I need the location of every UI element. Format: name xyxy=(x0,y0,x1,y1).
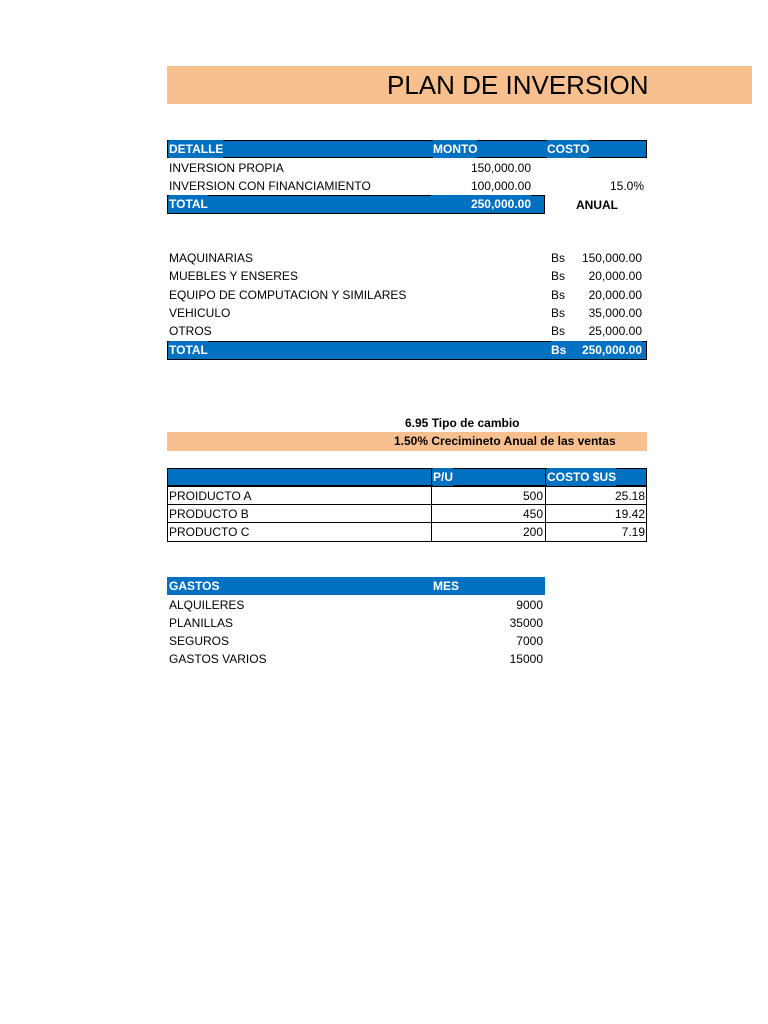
financing-total-note: ANUAL xyxy=(576,198,618,212)
expense-name: GASTOS VARIOS xyxy=(169,652,267,666)
exchange-rate: 6.95 Tipo de cambio xyxy=(405,416,520,430)
financing-header-detalle: DETALLE xyxy=(169,142,224,156)
financing-header-monto: MONTO xyxy=(433,142,478,156)
asset-row-currency: Bs xyxy=(551,288,566,302)
asset-row-currency: Bs xyxy=(551,324,566,338)
expense-name: ALQUILERES xyxy=(169,598,245,612)
products-header-cost: COSTO $US xyxy=(547,470,617,484)
expense-month: 7000 xyxy=(516,634,543,648)
expense-month: 35000 xyxy=(509,616,543,630)
page-title: PLAN DE INVERSION xyxy=(387,70,649,100)
financing-row-monto: 100,000.00 xyxy=(470,179,531,193)
product-name: PRODUCTO B xyxy=(169,507,249,521)
asset-row-currency: Bs xyxy=(551,251,566,265)
financing-total-label: TOTAL xyxy=(169,197,208,211)
expense-name: SEGUROS xyxy=(169,634,230,648)
assets-total-amount: 250,000.00 xyxy=(566,341,642,359)
products-col-divider xyxy=(431,486,432,542)
product-cost: 7.19 xyxy=(621,525,645,539)
asset-row-label: VEHICULO xyxy=(169,306,231,320)
product-cost: 25.18 xyxy=(614,489,645,503)
assets-total-currency: Bs xyxy=(551,343,567,357)
asset-row-amount: 150,000.00 xyxy=(581,251,642,265)
product-pu: 500 xyxy=(522,489,543,503)
assets-total-label: TOTAL xyxy=(169,343,208,357)
asset-row-label: MAQUINARIAS xyxy=(169,251,254,265)
financing-row-costo: 15.0% xyxy=(609,179,644,193)
financing-row-label: INVERSION CON FINANCIAMIENTO xyxy=(169,179,371,193)
asset-row-currency: Bs xyxy=(551,269,566,283)
asset-row-amount: 35,000.00 xyxy=(588,306,642,320)
product-pu: 200 xyxy=(522,525,543,539)
asset-row-currency: Bs xyxy=(551,306,566,320)
financing-total-monto: 250,000.00 xyxy=(431,195,531,213)
asset-row-label: OTROS xyxy=(169,324,212,338)
asset-row-amount: 20,000.00 xyxy=(588,288,642,302)
expense-month: 15000 xyxy=(509,652,543,666)
product-name: PROIDUCTO A xyxy=(169,489,252,503)
products-header-divider xyxy=(545,468,546,486)
asset-row-amount: 25,000.00 xyxy=(588,324,642,338)
asset-row-amount: 20,000.00 xyxy=(588,269,642,283)
title-banner xyxy=(167,66,752,104)
products-header-pu: P/U xyxy=(433,470,454,484)
products-header-divider xyxy=(431,468,432,486)
financing-row-label: INVERSION PROPIA xyxy=(169,161,284,175)
product-cost: 19.42 xyxy=(614,507,645,521)
expense-month: 9000 xyxy=(516,598,543,612)
sales-growth: 1.50% Crecimineto Anual de las ventas xyxy=(394,434,616,448)
asset-row-label: MUEBLES Y ENSERES xyxy=(169,269,298,283)
products-col-divider xyxy=(545,486,546,542)
financing-header-costo: COSTO xyxy=(547,142,590,156)
financing-row-monto: 150,000.00 xyxy=(470,161,531,175)
expenses-header-month: MES xyxy=(433,579,460,593)
expenses-header-name: GASTOS xyxy=(169,579,220,593)
product-pu: 450 xyxy=(522,507,543,521)
expense-name: PLANILLAS xyxy=(169,616,234,630)
asset-row-label: EQUIPO DE COMPUTACION Y SIMILARES xyxy=(169,288,407,302)
expenses-header-row xyxy=(167,577,545,595)
product-name: PRODUCTO C xyxy=(169,525,250,539)
